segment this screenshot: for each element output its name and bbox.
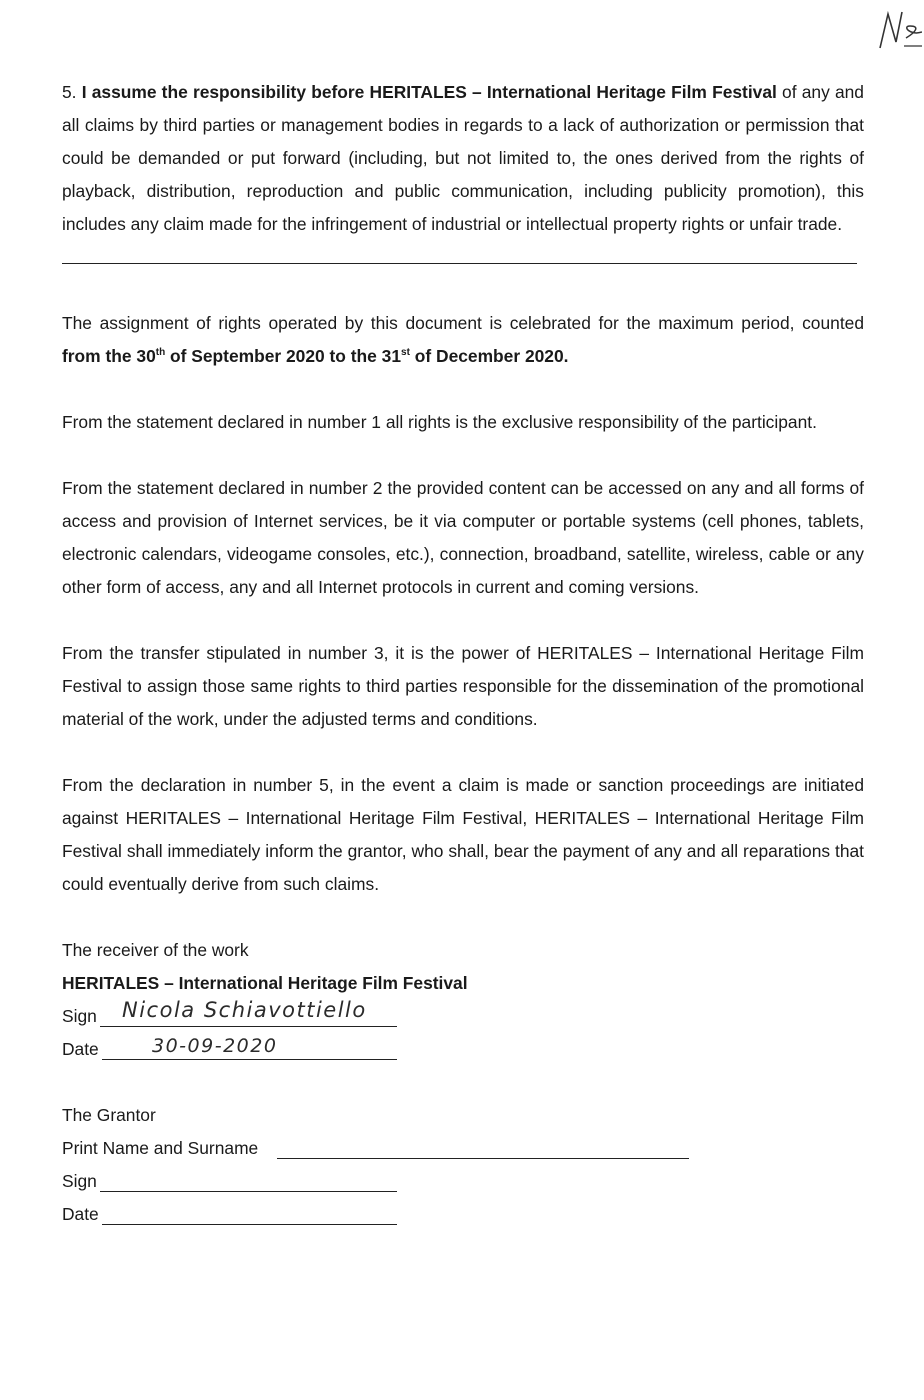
receiver-date-line — [62, 1033, 864, 1066]
period-dates: from the 30th of September 2020 to the 31st of December 2020. — [62, 346, 569, 366]
paragraph-number-5: From the declaration in number 5, in the event a claim is made or sanction proceedings are initiated against HERITALES – International Heritage Film Festival, HERITALES – International Heritage Film Festival shall immediately inform the grantor, who shall, bear the payment of any and all reparations that could eventually derive from such claims. — [62, 775, 864, 894]
receiver-date-label: Date — [62, 1039, 99, 1059]
grantor-date-line[interactable] — [62, 1198, 864, 1231]
clause-5-text: of any and all claims by third parties or management bodies in regards to a lack of authorization or permission that could be demanded or put forward (including, but not limited to, the ones derived from the rights of playback, distribution, reproduction and public communication, including publicity promotion), this includes any claim made for the infringement of industrial or intellectual property rights or unfair trade. — [62, 82, 864, 234]
clause-5 — [62, 76, 864, 241]
grantor-name-line[interactable] — [62, 1132, 864, 1165]
clause-5-bold: I assume the responsibility before HERITALES – International Heritage Film Festival — [81, 82, 777, 102]
receiver-org: HERITALES – International Heritage Film Festival — [62, 973, 468, 993]
receiver-date-value: 30-09-2020 — [152, 1035, 278, 1057]
grantor-sign-line[interactable] — [62, 1165, 864, 1198]
period-lead: The assignment of rights operated by this document is celebrated for the maximum period, counted — [62, 313, 864, 333]
grantor-name-label: Print Name and Surname — [62, 1138, 259, 1158]
horizontal-divider — [62, 263, 857, 264]
receiver-sign-line — [62, 1000, 864, 1033]
document-page — [62, 76, 864, 1231]
paragraph-number-3: From the transfer stipulated in number 3, it is the power of HERITALES – International Heritage Film Festival to assign those same rights to third parties responsible for the dissemination of the promotional material of the work, under the adjusted terms and conditions. — [62, 643, 864, 729]
grantor-heading: The Grantor — [62, 1105, 156, 1125]
clause-5-number: 5. — [62, 82, 77, 102]
grantor-sign-label: Sign — [62, 1171, 97, 1191]
paragraph-number-1: From the statement declared in number 1 all rights is the exclusive responsibility of the participant. — [62, 412, 817, 432]
initials-signature-mark — [876, 8, 922, 52]
receiver-sign-label: Sign — [62, 1006, 97, 1026]
receiver-signature: Nicola Schiavottiello — [122, 998, 367, 1022]
period-paragraph — [62, 307, 864, 373]
grantor-date-label: Date — [62, 1204, 99, 1224]
grantor-block — [62, 1099, 864, 1231]
receiver-heading: The receiver of the work — [62, 940, 249, 960]
receiver-block — [62, 934, 864, 1066]
paragraph-number-2: From the statement declared in number 2 the provided content can be accessed on any and all forms of access and provision of Internet services, be it via computer or portable systems (cell phones, tablets, electronic calendars, videogame consoles, etc.), connection, broadband, satellite, wireless, cable or any other form of access, any and all Internet protocols in current and coming versions. — [62, 478, 864, 597]
